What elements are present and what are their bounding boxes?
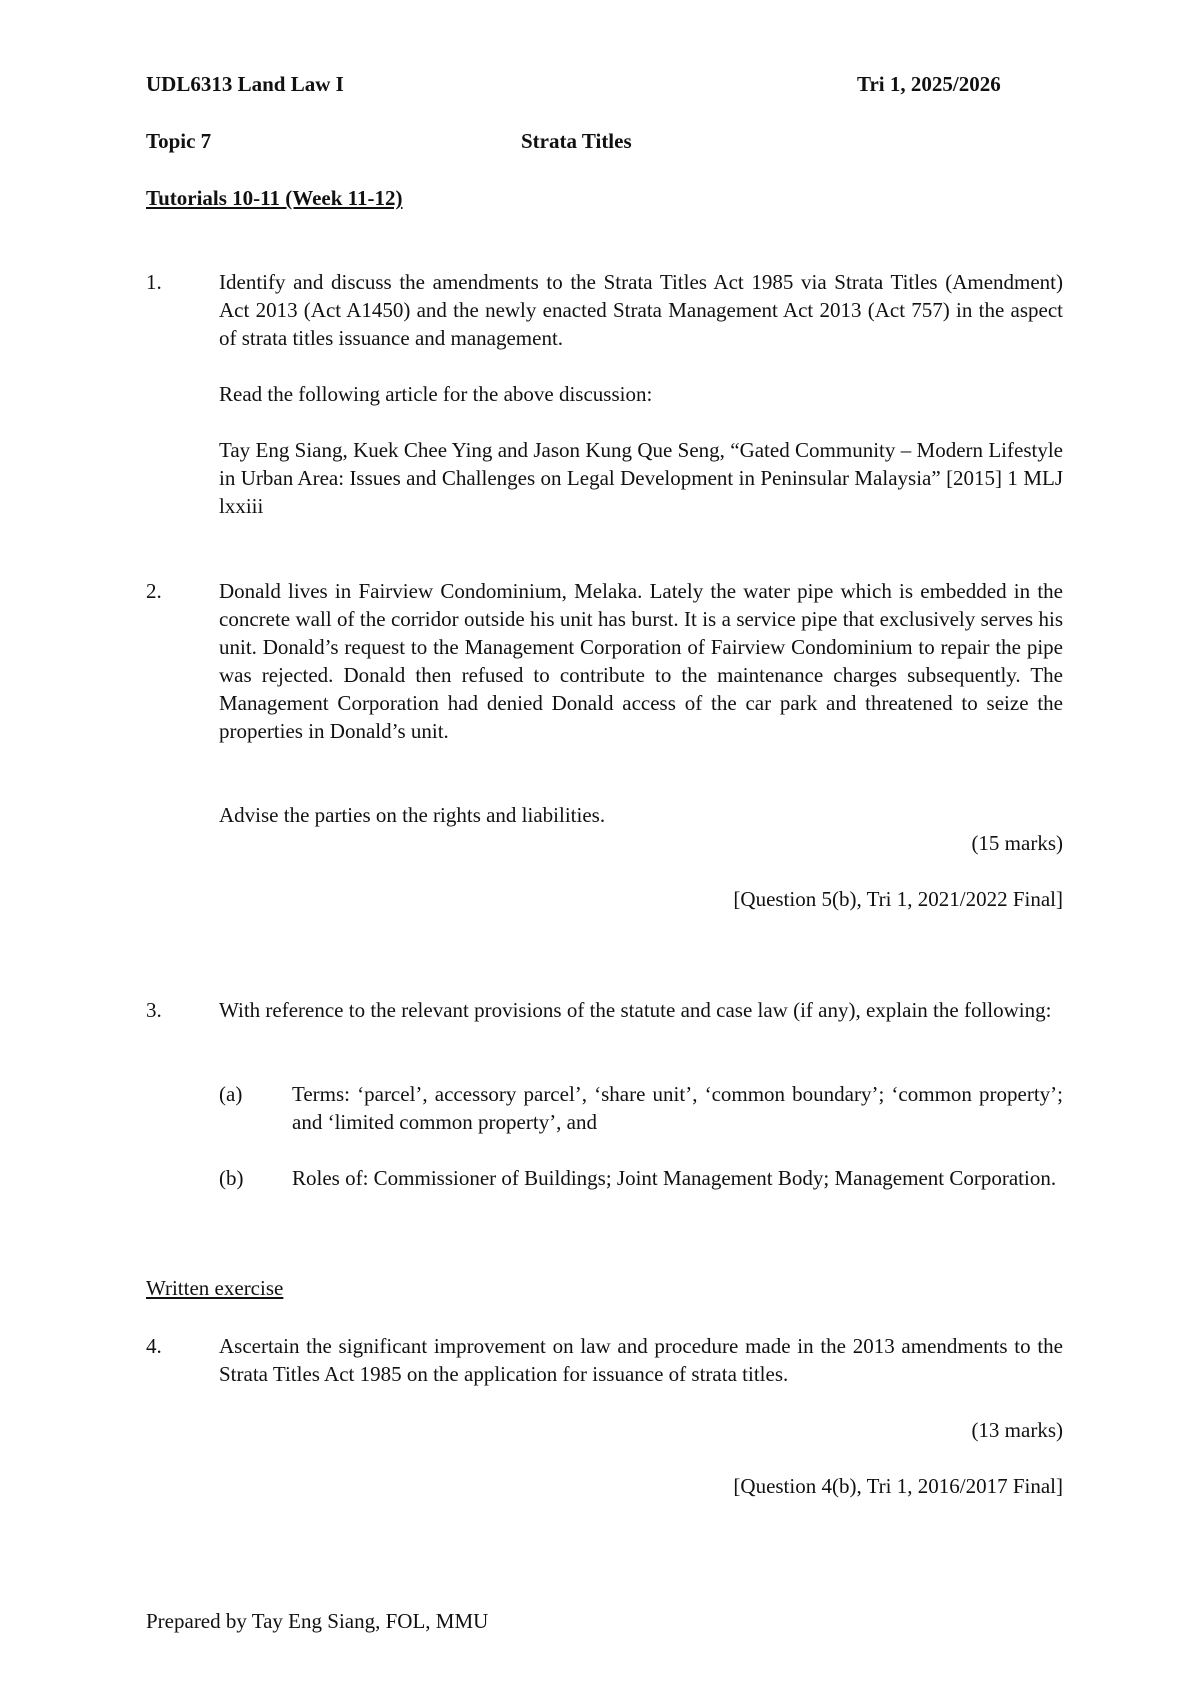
question-4-text: Ascertain the significant improvement on law and procedure made in the 2013 amendments to the Strata Titles Act 1985 on the application for issuance of strata titles. [219,1334,1063,1386]
question-1-read-intro: Read the following article for the above discussion: [219,382,653,406]
question-3-text: With reference to the relevant provisions of the statute and case law (if any), explain the following: [219,998,1052,1022]
question-3-number: 3. [146,998,162,1022]
question-4-marks: (13 marks) [971,1418,1063,1442]
question-3b-label: (b) [219,1166,244,1190]
question-3a-label: (a) [219,1082,243,1106]
question-1-text: Identify and discuss the amendments to the Strata Titles Act 1985 via Strata Titles (Amendment) Act 2013 (Act A1450) and the newly enacted Strata Management Act 2013 (Act 757) in the aspect of strata titles issuance and management. [219,270,1063,350]
prepared-by-footer: Prepared by Tay Eng Siang, FOL, MMU [146,1609,489,1633]
question-2-text: Donald lives in Fairview Condominium, Melaka. Lately the water pipe which is embedded in the concrete wall of the corridor outside his unit has burst. It is a service pipe that exclusively serves his unit. Donald’s request to the Management Corporation of Fairview Condominium to repair the pipe was rejected. Donald then refused to contribute to the maintenance charges subsequently. The Management Corporation had denied Donald access of the car park and threatened to seize the properties in Donald’s unit. [219,579,1063,743]
question-2-source: [Question 5(b), Tri 1, 2021/2022 Final] [733,887,1063,911]
question-3b-text: Roles of: Commissioner of Buildings; Joint Management Body; Management Corporation. [292,1166,1057,1190]
topic-label: Topic 7 [146,129,212,153]
question-2-number: 2. [146,579,162,603]
term: Tri 1, 2025/2026 [857,72,1001,96]
written-exercise-heading: Written exercise [146,1276,284,1300]
question-4-source: [Question 4(b), Tri 1, 2016/2017 Final] [733,1474,1063,1498]
question-3a-text: Terms: ‘parcel’, accessory parcel’, ‘share unit’, ‘common boundary’; ‘common property’; and ‘limited common property’, and [292,1082,1063,1134]
topic-title: Strata Titles [521,129,632,153]
question-2-marks: (15 marks) [971,831,1063,855]
course-code: UDL6313 Land Law I [146,72,344,96]
question-2-advise: Advise the parties on the rights and liabilities. [219,803,606,827]
question-1-article: Tay Eng Siang, Kuek Chee Ying and Jason Kung Que Seng, “Gated Community – Modern Lifestyle in Urban Area: Issues and Challenges on Legal Development in Peninsular Malaysia” [2015] 1 MLJ lxxiii [219,438,1063,518]
question-1-number: 1. [146,270,162,294]
question-4-number: 4. [146,1334,162,1358]
tutorials-heading: Tutorials 10-11 (Week 11-12) [146,186,403,210]
